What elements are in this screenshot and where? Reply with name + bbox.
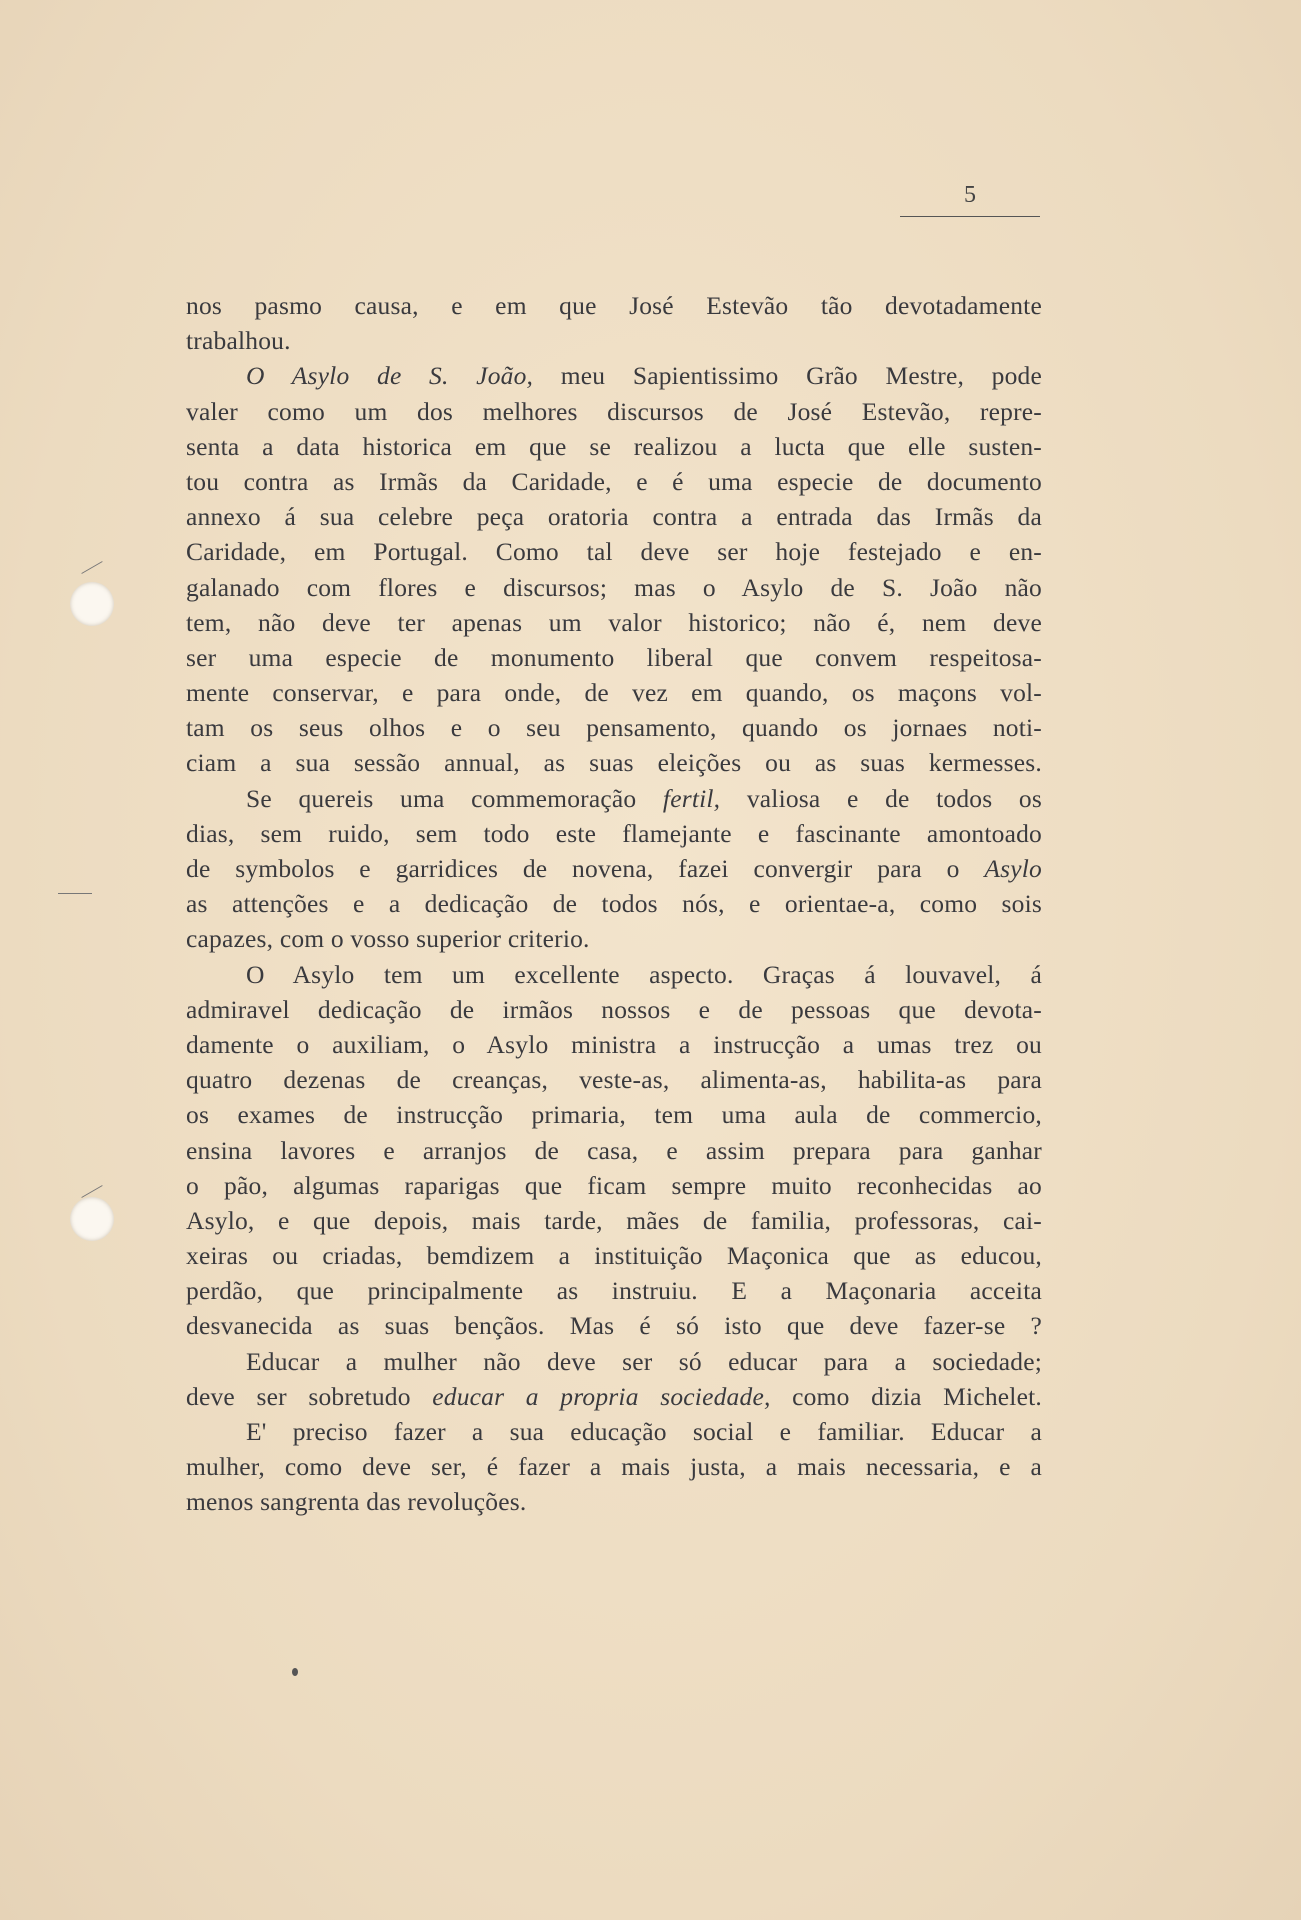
text-span: admiravel dedicação de irmãos nossos e de pessoas que devota- (186, 994, 1042, 1024)
text-line (186, 534, 1042, 569)
text-span: dias, sem ruido, sem todo este flamejante e fascinante amontoado (186, 818, 1042, 848)
text-span: mulher, como deve ser, é fazer a mais justa, a mais necessaria, e a (186, 1452, 1042, 1482)
text-span: senta a data historica em que se realizou a lucta que elle susten- (186, 431, 1042, 461)
text-line (186, 605, 1042, 640)
text-line (186, 781, 1042, 816)
text-span: perdão, que principalmente as instruiu. E a Maçonaria acceita (186, 1276, 1042, 1306)
binding-hole-top (70, 582, 114, 626)
text-line (186, 1238, 1042, 1273)
text-line (186, 499, 1042, 534)
body-text (186, 288, 1042, 1520)
text-span: quatro dezenas de creanças, veste-as, alimenta-as, habilita-as para (186, 1065, 1042, 1095)
text-span: como dizia Michelet. (770, 1381, 1042, 1411)
text-span: o pão, algumas raparigas que ficam sempre muito reconhecidas ao (186, 1170, 1042, 1200)
page-number-rule (900, 216, 1040, 217)
text-span: ensina lavores e arranjos de casa, e assim prepara para ganhar (186, 1135, 1042, 1165)
text-line (186, 464, 1042, 499)
text-line (186, 1203, 1042, 1238)
text-line (186, 640, 1042, 675)
text-span: damente o auxiliam, o Asylo ministra a instrucção a umas trez ou (186, 1029, 1042, 1059)
text-span: E' preciso fazer a sua educação social e familiar. Educar a (246, 1417, 1042, 1446)
text-line (186, 1379, 1042, 1414)
text-line (186, 570, 1042, 605)
text-span: de symbolos e garridices de novena, fazei convergir para o (186, 854, 985, 883)
text-line (186, 992, 1042, 1027)
italic-text: fertil, (662, 783, 721, 813)
text-span: xeiras ou criadas, bemdizem a instituição Maçonica que as educou, (186, 1241, 1042, 1271)
text-line (186, 1027, 1042, 1062)
text-span: tem, não deve ter apenas um valor historico; não é, nem deve (186, 607, 1042, 637)
text-span: os exames de instrucção primaria, tem uma aula de commercio, (186, 1100, 1042, 1130)
text-line (186, 1133, 1042, 1168)
text-line (186, 1062, 1042, 1097)
text-span: Caridade, em Portugal. Como tal deve ser hoje festejado e en- (186, 537, 1042, 567)
text-line (186, 745, 1042, 780)
text-line (186, 394, 1042, 429)
text-line (186, 1097, 1042, 1132)
text-span: tou contra as Irmãs da Caridade, e é uma especie de documento (186, 466, 1042, 496)
text-span: galanado com flores e discursos; mas o Asylo de S. João não (186, 572, 1042, 602)
text-span: capazes, com o vosso superior criterio. (186, 924, 590, 954)
margin-mark (81, 1185, 102, 1198)
text-span: ciam a sua sessão annual, as suas eleições ou as suas kermesses. (186, 748, 1042, 778)
text-span: Asylo, e que depois, mais tarde, mães de familia, professoras, cai- (186, 1205, 1042, 1235)
text-line (186, 921, 1042, 956)
text-span: nos pasmo causa, e em que José Estevão tão devotadamente (186, 291, 1042, 320)
binding-hole-bottom (70, 1197, 114, 1241)
text-line (186, 358, 1042, 393)
text-line (186, 675, 1042, 710)
text-line (186, 851, 1042, 886)
text-line (186, 816, 1042, 851)
text-span: desvanecida as suas bençãos. Mas é só isto que deve fazer-se ? (186, 1311, 1042, 1341)
text-span: ser uma especie de monumento liberal que convem respeitosa- (186, 642, 1042, 672)
text-line (186, 429, 1042, 464)
text-line (186, 323, 1042, 358)
text-span: valer como um dos melhores discursos de José Estevão, repre- (186, 396, 1042, 426)
text-span: meu Sapientissimo Grão Mestre, pode (533, 361, 1043, 391)
text-span: tam os seus olhos e o seu pensamento, quando os jornaes noti- (186, 713, 1042, 743)
text-span: Se quereis uma commemoração (246, 783, 663, 813)
text-span: mente conservar, e para onde, de vez em quando, os maçons vol- (186, 678, 1042, 708)
text-line (186, 1308, 1042, 1343)
text-span: trabalhou. (186, 326, 291, 356)
text-span: Educar a mulher não deve ser só educar para a sociedade; (246, 1346, 1042, 1376)
italic-text: O Asylo de S. João, (246, 361, 534, 391)
text-line (186, 1168, 1042, 1203)
text-span: annexo á sua celebre peça oratoria contra a entrada das Irmãs da (186, 502, 1042, 532)
text-span: valiosa e de todos os (720, 783, 1042, 813)
margin-mark (58, 893, 92, 894)
text-line (186, 886, 1042, 921)
text-line (186, 288, 1042, 323)
text-line (186, 1344, 1042, 1379)
text-span: menos sangrenta das revoluções. (186, 1487, 527, 1517)
margin-mark (81, 561, 102, 574)
italic-text: Asylo (984, 854, 1042, 883)
text-span: deve ser sobretudo (186, 1381, 433, 1411)
text-line (186, 1484, 1042, 1519)
text-line (186, 1414, 1042, 1449)
text-line (186, 1273, 1042, 1308)
text-line (186, 710, 1042, 745)
text-line (186, 957, 1042, 992)
ink-speck (292, 1668, 298, 1676)
text-span: as attenções e a dedicação de todos nós, e orientae-a, como sois (186, 889, 1042, 919)
page-number: 5 (964, 182, 976, 208)
text-line (186, 1449, 1042, 1484)
italic-text: educar a propria sociedade, (432, 1381, 771, 1411)
text-span: O Asylo tem um excellente aspecto. Graças á louvavel, á (246, 959, 1042, 989)
